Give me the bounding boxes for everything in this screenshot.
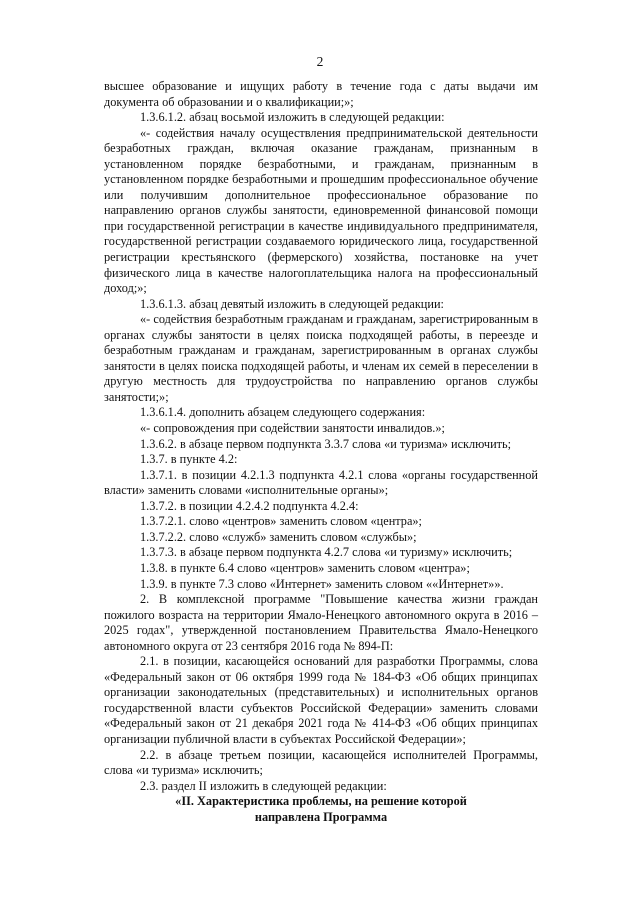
paragraph: 1.3.6.1.2. абзац восьмой изложить в следующей редакции: — [140, 110, 445, 125]
section-heading-line-1: «II. Характеристика проблемы, на решение которой — [175, 794, 467, 809]
page-number: 2 — [316, 54, 324, 69]
paragraph: «- сопровождения при содействии занятости инвалидов.»; — [140, 421, 445, 436]
paragraph: 1.3.9. в пункте 7.3 слово «Интернет» заменить словом ««Интернет»». — [140, 576, 504, 591]
paragraph: «- содействия началу осуществления предпринимательской деятельности безработных граждан, включая оказание гражданам, признанным в установленном порядке безработными, и гражданам, признанным в установленном порядке безработными и прошедшим профессиональное обучение или получившим дополнительное профессиональное образование по направлению органов службы занятости, единовременной финансовой помощи при государственной регистрации в качестве индивидуального предпринимателя, государственной регистрации создаваемого юридического лица, государственной регистрации крестьянского (фермерского) хозяйства, постановке на учет физического лица в качестве налогоплательщика налога на профессиональный доход;»; — [104, 125, 538, 296]
paragraph: 2.3. раздел II изложить в следующей редакции: — [140, 778, 387, 793]
document-body — [104, 79, 538, 825]
paragraph: высшее образование и ищущих работу в течение года с даты выдачи им документа об образовании и о квалификации;»; — [104, 79, 538, 109]
paragraph: 1.3.7.2. в позиции 4.2.4.2 подпункта 4.2.4: — [140, 498, 359, 513]
paragraph: 2.2. в абзаце третьем позиции, касающейся исполнителей Программы, слова «и туризма» исключить; — [104, 747, 538, 778]
paragraph: 1.3.7. в пункте 4.2: — [140, 452, 238, 467]
section-heading-line-2: направлена Программа — [254, 809, 388, 824]
paragraph: 2.1. в позиции, касающейся оснований для разработки Программы, слова «Федеральный закон от 06 октября 1999 года № 184-ФЗ «Об общих принципах организации законодательных (представительных) и исполнительных органов государственной власти субъектов Российской Федерации» заменить словами «Федеральный закон от 21 декабря 2021 года № 414-ФЗ «Об общих принципах организации публичной власти в субъектах Российской Федерации»; — [104, 654, 538, 746]
paragraph: 1.3.7.2.1. слово «центров» заменить словом «центра»; — [140, 514, 422, 529]
paragraph: 1.3.6.1.4. дополнить абзацем следующего содержания: — [140, 405, 426, 420]
paragraph: 1.3.7.2.2. слово «служб» заменить словом «службы»; — [140, 529, 417, 544]
paragraph: 1.3.7.3. в абзаце первом подпункта 4.2.7 слова «и туризму» исключить; — [140, 545, 513, 560]
paragraph: «- содействия безработным гражданам и гражданам, зарегистрированным в органах службы занятости в целях поиска подходящей работы, в переезде и безработным гражданам и гражданам, зарегистрированным в органах службы занятости в целях поиска подходящей работы, и членам их семей в переселении в другую местность для трудоустройства по направлению органов службы занятости;»; — [104, 312, 538, 404]
paragraph: 1.3.6.1.3. абзац девятый изложить в следующей редакции: — [140, 296, 444, 311]
paragraph: 1.3.6.2. в абзаце первом подпункта 3.3.7 слова «и туризма» исключить; — [140, 436, 512, 451]
paragraph: 1.3.7.1. в позиции 4.2.1.3 подпункта 4.2.1 слова «органы государственной власти» заменить словами «исполнительные органы»; — [104, 467, 538, 498]
paragraph: 2. В комплексной программе "Повышение качества жизни граждан пожилого возраста на территории Ямало-Ненецкого автономного округа в 2016 – 2025 годах", утвержденной постановлением Правительства Ямало-Ненецкого автономного округа от 23 сентября 2016 года № 894-П: — [104, 592, 538, 653]
paragraph: 1.3.8. в пункте 6.4 слово «центров» заменить словом «центра»; — [140, 560, 470, 575]
